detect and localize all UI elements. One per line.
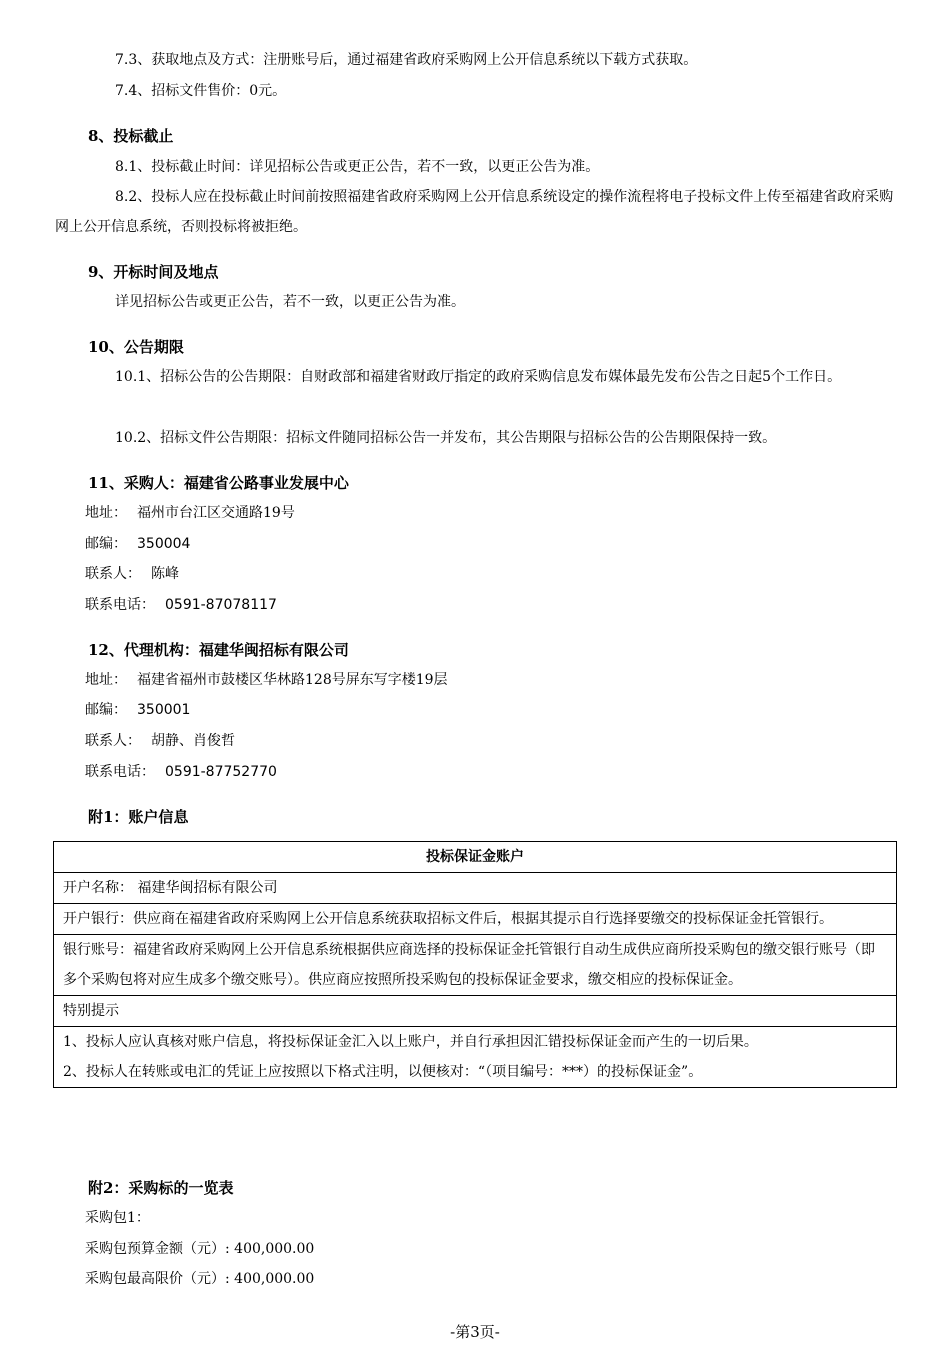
package-max-price: 采购包最高限价（元）: 400,000.00 — [85, 1271, 315, 1287]
phone-value: 0591-87752770 — [165, 764, 277, 780]
phone-label: 联系电话： — [85, 597, 155, 613]
page-number: -第3页- — [450, 1323, 500, 1341]
address-value: 福建省福州市鼓楼区华林路128号屏东写字楼19层 — [137, 672, 448, 688]
purchaser-postcode — [85, 534, 190, 554]
address-label: 地址： — [85, 672, 127, 688]
agency-address — [85, 670, 448, 690]
appendix-1-heading: 附1：账户信息 — [88, 808, 189, 826]
table-row — [54, 842, 897, 873]
phone-label: 联系电话： — [85, 764, 155, 780]
agency-phone — [85, 762, 277, 782]
paragraph-10-1: 10.1、招标公告的公告期限：自财政部和福建省财政厅指定的政府采购信息发布媒体最先发布公告之日起5个工作日。 — [115, 369, 842, 385]
account-name-cell: 开户名称： 福建华闽招标有限公司 — [54, 873, 897, 904]
section-12-heading: 12、代理机构：福建华闽招标有限公司 — [88, 641, 349, 659]
section-10-heading: 10、公告期限 — [88, 338, 184, 356]
address-label: 地址： — [85, 505, 127, 521]
contact-value: 陈峰 — [151, 566, 179, 582]
section-11-heading: 11、采购人：福建省公路事业发展中心 — [88, 474, 349, 492]
table-title: 投标保证金账户 — [54, 842, 897, 873]
appendix-2-heading: 附2：采购标的一览表 — [88, 1179, 234, 1197]
table-row — [54, 873, 897, 904]
postcode-value: 350001 — [137, 702, 191, 718]
phone-value: 0591-87078117 — [165, 597, 277, 613]
notice-title-cell: 特别提示 — [54, 996, 897, 1027]
section-9-heading: 9、开标时间及地点 — [88, 263, 219, 281]
agency-contact — [85, 731, 235, 751]
account-number-cell: 银行账号：福建省政府采购网上公开信息系统根据供应商选择的投标保证金托管银行自动生成供应商所投采购包的缴交银行账号（即多个采购包将对应生成多个缴交账号）。供应商应按照所投采购包的投标保证金要求，缴交相应的投标保证金。 — [54, 935, 897, 996]
purchaser-contact — [85, 564, 179, 584]
package-label: 采购包1： — [85, 1210, 150, 1226]
postcode-label: 邮编： — [85, 536, 127, 552]
contact-label: 联系人： — [85, 733, 141, 749]
paragraph-7-4: 7.4、招标文件售价：0元。 — [115, 83, 287, 99]
agency-postcode — [85, 700, 190, 720]
notice-cell — [54, 1027, 897, 1088]
purchaser-phone — [85, 595, 277, 615]
table-row — [54, 935, 897, 996]
postcode-value: 350004 — [137, 536, 191, 552]
table-row — [54, 904, 897, 935]
paragraph-9: 详见招标公告或更正公告，若不一致，以更正公告为准。 — [115, 294, 465, 310]
postcode-label: 邮编： — [85, 702, 127, 718]
purchaser-address — [85, 503, 295, 523]
table-row — [54, 1027, 897, 1088]
contact-value: 胡静、肖俊哲 — [151, 733, 235, 749]
package-budget: 采购包预算金额（元）: 400,000.00 — [85, 1241, 315, 1257]
notice-item-2: 2、投标人在转账或电汇的凭证上应按照以下格式注明，以便核对：“（项目编号：***）的投标保证金”。 — [63, 1064, 703, 1080]
paragraph-7-3: 7.3、获取地点及方式：注册账号后，通过福建省政府采购网上公开信息系统以下载方式获取。 — [115, 52, 698, 68]
address-value: 福州市台江区交通路19号 — [137, 505, 295, 521]
notice-item-1: 1、投标人应认真核对账户信息，将投标保证金汇入以上账户，并自行承担因汇错投标保证金而产生的一切后果。 — [63, 1034, 758, 1050]
section-8-heading: 8、投标截止 — [88, 127, 174, 145]
paragraph-8-2: 8.2、投标人应在投标截止时间前按照福建省政府采购网上公开信息系统设定的操作流程将电子投标文件上传至福建省政府采购网上公开信息系统，否则投标将被拒绝。 — [55, 189, 894, 235]
bank-cell: 开户银行：供应商在福建省政府采购网上公开信息系统获取招标文件后，根据其提示自行选择要缴交的投标保证金托管银行。 — [54, 904, 897, 935]
paragraph-10-2: 10.2、招标文件公告期限：招标文件随同招标公告一并发布，其公告期限与招标公告的公告期限保持一致。 — [115, 430, 777, 446]
account-info-table — [53, 841, 897, 1088]
contact-label: 联系人： — [85, 566, 141, 582]
paragraph-8-1: 8.1、投标截止时间：详见招标公告或更正公告，若不一致，以更正公告为准。 — [115, 159, 600, 175]
table-row — [54, 996, 897, 1027]
